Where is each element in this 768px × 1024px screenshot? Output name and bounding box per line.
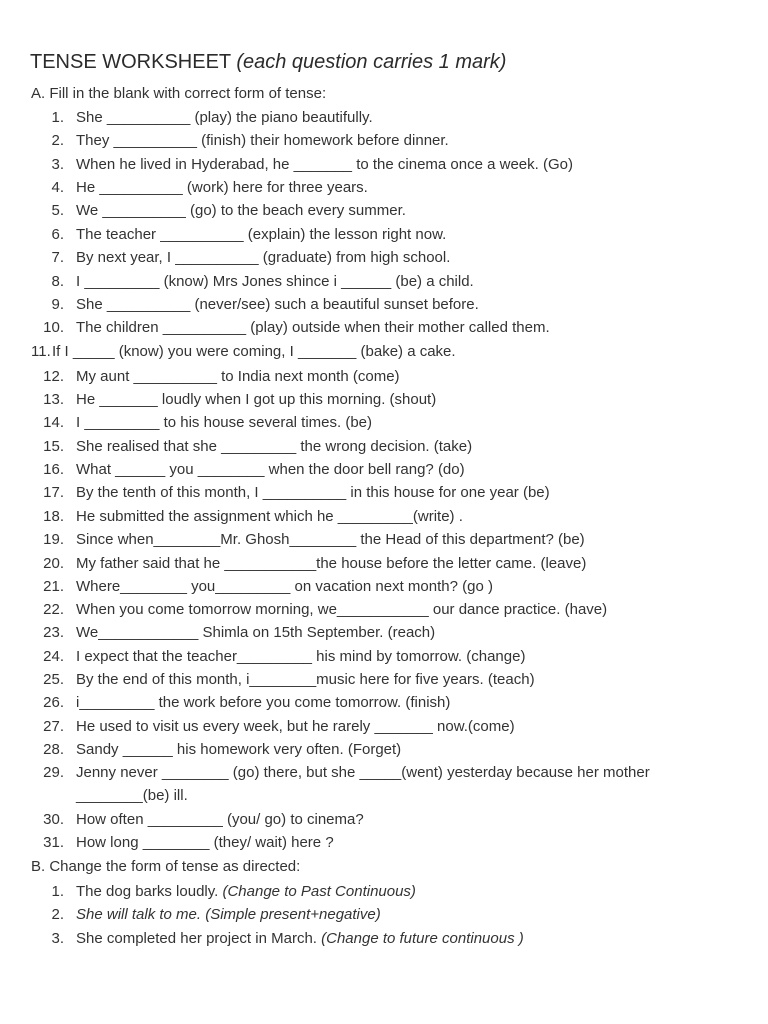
question-item [0, 578, 768, 600]
question-text: Sandy ______ his homework very often. (Forget) [76, 741, 402, 758]
question-text: He __________ (work) here for three years. [76, 179, 368, 196]
question-text: We____________ Shimla on 15th September. (reach) [76, 624, 436, 641]
question-number: 23. [43, 624, 64, 641]
exercise-instruction: She will talk to me. (Simple present+negative) [76, 906, 381, 923]
question-number: 26. [43, 694, 64, 711]
exercise-instruction: (Change to future continuous ) [321, 930, 524, 947]
question-number: 1. [51, 109, 64, 126]
question-number: 24. [43, 648, 64, 665]
section-b-heading: B. Change the form of tense as directed: [31, 858, 301, 875]
question-text: I _________ (know) Mrs Jones shince i ______ (be) a child. [76, 273, 474, 290]
question-text: Where________ you_________ on vacation next month? (go ) [76, 578, 493, 595]
question-number: 22. [43, 601, 64, 618]
question-text: i_________ the work before you come tomorrow. (finish) [76, 694, 451, 711]
question-item [0, 202, 768, 224]
question-item [0, 624, 768, 646]
question-number: 29. [43, 764, 64, 781]
question-item [0, 834, 768, 856]
question-text: By the tenth of this month, I __________ in this house for one year (be) [76, 484, 550, 501]
question-text: My aunt __________ to India next month (come) [76, 368, 400, 385]
exercise-text [76, 883, 416, 900]
question-number: 9. [51, 296, 64, 313]
question-number: 6. [51, 226, 64, 243]
exercise-sentence: She completed her project in March. [76, 930, 322, 947]
exercise-item [0, 883, 768, 905]
question-text: When he lived in Hyderabad, he _______ to the cinema once a week. (Go) [76, 156, 573, 173]
question-text: He submitted the assignment which he _________(write) . [76, 508, 463, 525]
question-item [0, 156, 768, 178]
question-text: How long ________ (they/ wait) here ? [76, 834, 334, 851]
worksheet-title [30, 51, 506, 74]
question-number: 25. [43, 671, 64, 688]
question-text: How often _________ (you/ go) to cinema? [76, 811, 364, 828]
question-number: 8. [51, 273, 64, 290]
question-item [0, 414, 768, 436]
exercise-item [0, 906, 768, 928]
exercise-number: 2. [51, 906, 64, 923]
question-text: He used to visit us every week, but he rarely _______ now.(come) [76, 718, 515, 735]
question-number: 31. [43, 834, 64, 851]
question-item [0, 226, 768, 248]
question-text: She __________ (never/see) such a beautiful sunset before. [76, 296, 479, 313]
exercise-number: 1. [51, 883, 64, 900]
question-number: 11. [31, 343, 51, 360]
question-number: 2. [51, 132, 64, 149]
question-item [0, 391, 768, 413]
title-note: (each question carries 1 mark) [236, 51, 507, 73]
question-item [0, 438, 768, 460]
question-item [0, 461, 768, 483]
question-item [0, 718, 768, 740]
question-number: 15. [43, 438, 64, 455]
question-item [0, 132, 768, 154]
exercise-text [76, 930, 524, 947]
question-text: The teacher __________ (explain) the lesson right now. [76, 226, 447, 243]
question-number: 18. [43, 508, 64, 525]
question-text: ________(be) ill. [76, 787, 188, 804]
question-item [0, 671, 768, 693]
exercise-text [76, 906, 381, 923]
question-text: He _______ loudly when I got up this morning. (shout) [76, 391, 437, 408]
question-number: 17. [43, 484, 64, 501]
title-main: TENSE WORKSHEET [30, 51, 231, 73]
question-number: 30. [43, 811, 64, 828]
exercise-sentence: The dog barks loudly. [76, 883, 223, 900]
question-text: She realised that she _________ the wrong decision. (take) [76, 438, 473, 455]
exercise-number: 3. [51, 930, 64, 947]
question-text: My father said that he ___________the house before the letter came. (leave) [76, 555, 587, 572]
question-item [0, 296, 768, 318]
question-number: 5. [51, 202, 64, 219]
question-text: She __________ (play) the piano beautifully. [76, 109, 373, 126]
question-number: 12. [43, 368, 64, 385]
question-item [0, 484, 768, 506]
question-number: 14. [43, 414, 64, 431]
question-text: I _________ to his house several times. (be) [76, 414, 373, 431]
question-item [0, 109, 768, 131]
question-item [0, 787, 768, 809]
question-item [0, 811, 768, 833]
question-item [0, 531, 768, 553]
question-item [0, 273, 768, 295]
question-item [0, 648, 768, 670]
question-item [0, 741, 768, 763]
question-text: What ______ you ________ when the door bell rang? (do) [76, 461, 465, 478]
question-item [0, 319, 768, 341]
question-text: I expect that the teacher_________ his mind by tomorrow. (change) [76, 648, 526, 665]
question-number: 3. [51, 156, 64, 173]
question-item [0, 249, 768, 271]
question-text: They __________ (finish) their homework before dinner. [76, 132, 449, 149]
question-number: 27. [43, 718, 64, 735]
question-item [0, 179, 768, 201]
question-number: 13. [43, 391, 64, 408]
question-item [0, 368, 768, 390]
question-item [0, 508, 768, 530]
question-number: 20. [43, 555, 64, 572]
question-number: 10. [43, 319, 64, 336]
question-item [0, 343, 768, 365]
question-number: 21. [43, 578, 64, 595]
exercise-item [0, 930, 768, 952]
question-text: By next year, I __________ (graduate) from high school. [76, 249, 451, 266]
question-number: 19. [43, 531, 64, 548]
section-a-heading: A. Fill in the blank with correct form of tense: [31, 85, 327, 102]
question-text: By the end of this month, i________music here for five years. (teach) [76, 671, 535, 688]
question-text: When you come tomorrow morning, we___________ our dance practice. (have) [76, 601, 608, 618]
question-number: 7. [51, 249, 64, 266]
question-number: 16. [43, 461, 64, 478]
question-item [0, 764, 768, 786]
question-text: Jenny never ________ (go) there, but she _____(went) yesterday because her mother [76, 764, 650, 781]
question-item [0, 694, 768, 716]
question-number: 28. [43, 741, 64, 758]
question-text: The children __________ (play) outside when their mother called them. [76, 319, 550, 336]
question-text: If I _____ (know) you were coming, I _______ (bake) a cake. [52, 343, 456, 360]
question-text: We __________ (go) to the beach every summer. [76, 202, 406, 219]
exercise-instruction: (Change to Past Continuous) [222, 883, 416, 900]
question-number: 4. [51, 179, 64, 196]
question-item [0, 555, 768, 577]
question-item [0, 601, 768, 623]
question-text: Since when________Mr. Ghosh________ the Head of this department? (be) [76, 531, 585, 548]
